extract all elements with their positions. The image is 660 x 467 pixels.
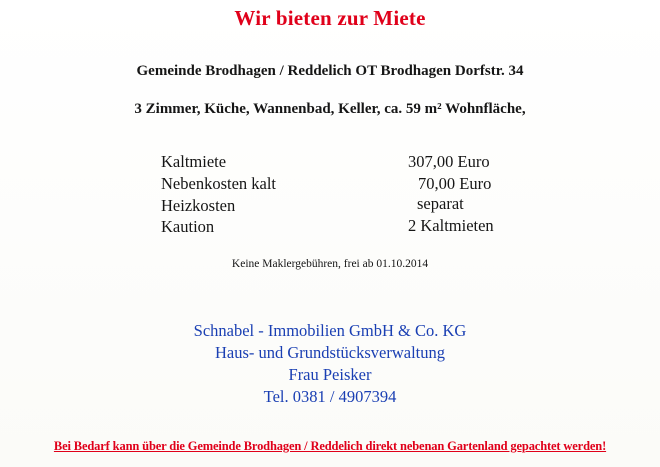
cost-value-nebenkosten: 70,00 Euro (418, 174, 492, 193)
cost-label-heizkosten: Heizkosten (161, 196, 236, 215)
cost-value-kaltmiete: 307,00 Euro (408, 152, 490, 171)
agency-contact: Frau Peisker (288, 365, 372, 384)
cost-label-kaution: Kaution (161, 217, 215, 236)
cost-label-kaltmiete: Kaltmiete (161, 152, 227, 171)
cost-value-kaution: 2 Kaltmieten (408, 216, 494, 235)
heading: Wir bieten zur Miete (234, 6, 426, 30)
availability-note: Keine Maklergebühren, frei ab 01.10.2014 (231, 258, 429, 270)
footer-note: Bei Bedarf kann über die Gemeinde Brodhagen / Reddelich direkt nebenan Gartenland gepachtet werden! (53, 439, 607, 453)
apartment-description: 3 Zimmer, Küche, Wannenbad, Keller, ca. 59 m² Wohnfläche, (134, 101, 526, 117)
agency-name: Schnabel - Immobilien GmbH & Co. KG (193, 321, 467, 340)
agency-block (0, 320, 660, 408)
agency-phone: Tel. 0381 / 4907394 (263, 387, 397, 406)
cost-label-nebenkosten: Nebenkosten kalt (161, 174, 277, 193)
agency-subtitle: Haus- und Grundstücksverwaltung (214, 343, 446, 362)
address-line: Gemeinde Brodhagen / Reddelich OT Brodhagen Dorfstr. 34 (136, 63, 524, 79)
cost-value-heizkosten: separat (417, 194, 464, 213)
